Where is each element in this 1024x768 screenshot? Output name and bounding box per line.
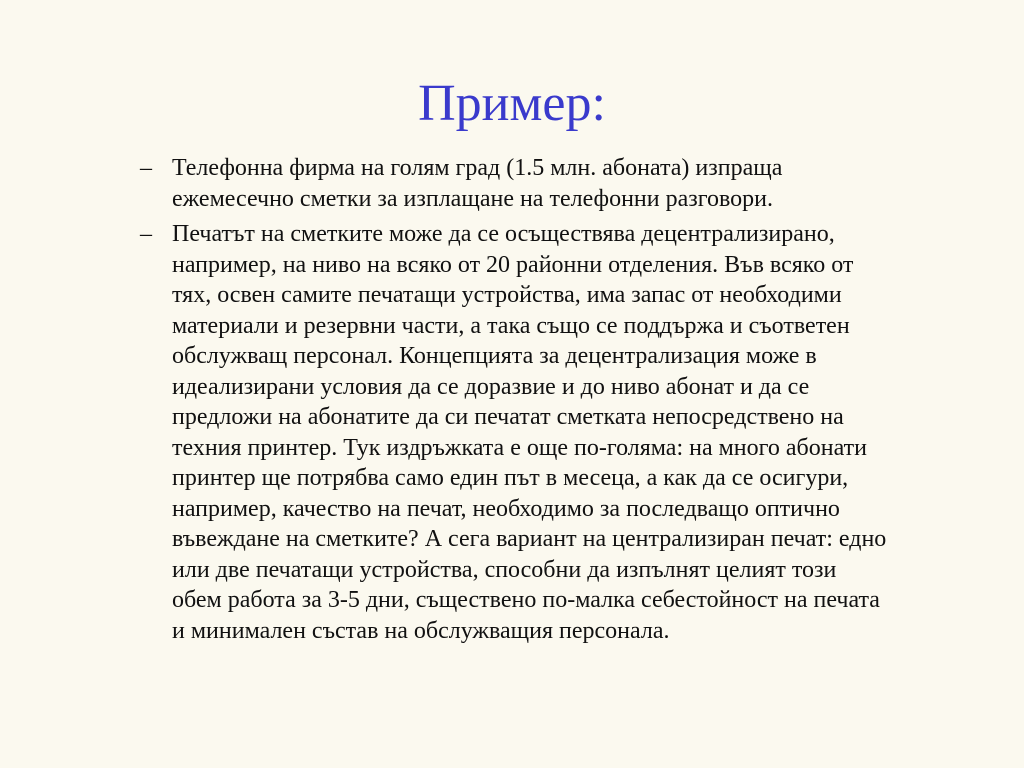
dash-bullet-icon: –	[140, 221, 152, 247]
text-line: принтер ще потрябва само един път в месеца, а как да се осигури,	[172, 465, 849, 491]
text-line: техния принтер. Тук издръжката е още по-голяма: на много абонати	[172, 434, 867, 461]
text-line: Телефонна фирма на голям град (1.5 млн. абоната) изпраща	[172, 155, 783, 181]
bullet-item-1	[140, 153, 940, 214]
text-line: обем работа за 3-5 дни, съществено по-малка себестойност на печата	[172, 587, 880, 613]
dash-bullet-icon: –	[140, 155, 152, 181]
text-line: обслужващ персонал. Концепцията за децентрализация може в	[172, 343, 817, 369]
slide-title: Пример:	[418, 75, 606, 132]
text-line: предложи на абонатите да си печатат сметката непосредствено на	[172, 404, 844, 430]
text-line: и минимален състав на обслужващия персонала.	[172, 617, 670, 644]
bullet-list	[140, 153, 940, 651]
text-line: например, качество на печат, необходимо за последващо оптично	[172, 495, 840, 522]
bullet-item-2	[140, 219, 940, 646]
text-line: тях, освен самите печатащи устройства, има запас от необходими	[172, 282, 842, 308]
text-line: ежемесечно сметки за изплащане на телефонни разговори.	[172, 185, 773, 212]
bullet-text-1	[172, 153, 940, 214]
text-line: материали и резервни части, а така също се поддържа и съответен	[172, 312, 850, 339]
text-line: или две печатащи устройства, способни да изпълнят целият този	[172, 556, 837, 583]
text-line: идеализирани условия да се доразвие и до ниво абонат и да се	[172, 373, 810, 400]
text-line: например, на ниво на всяко от 20 районни отделения. Във всяко от	[172, 251, 854, 278]
bullet-text-2	[172, 219, 940, 646]
text-line: въвеждане на сметките? А сега вариант на централизиран печат: едно	[172, 526, 887, 552]
text-line: Печатът на сметките може да се осъществява децентрализирано,	[172, 221, 835, 247]
